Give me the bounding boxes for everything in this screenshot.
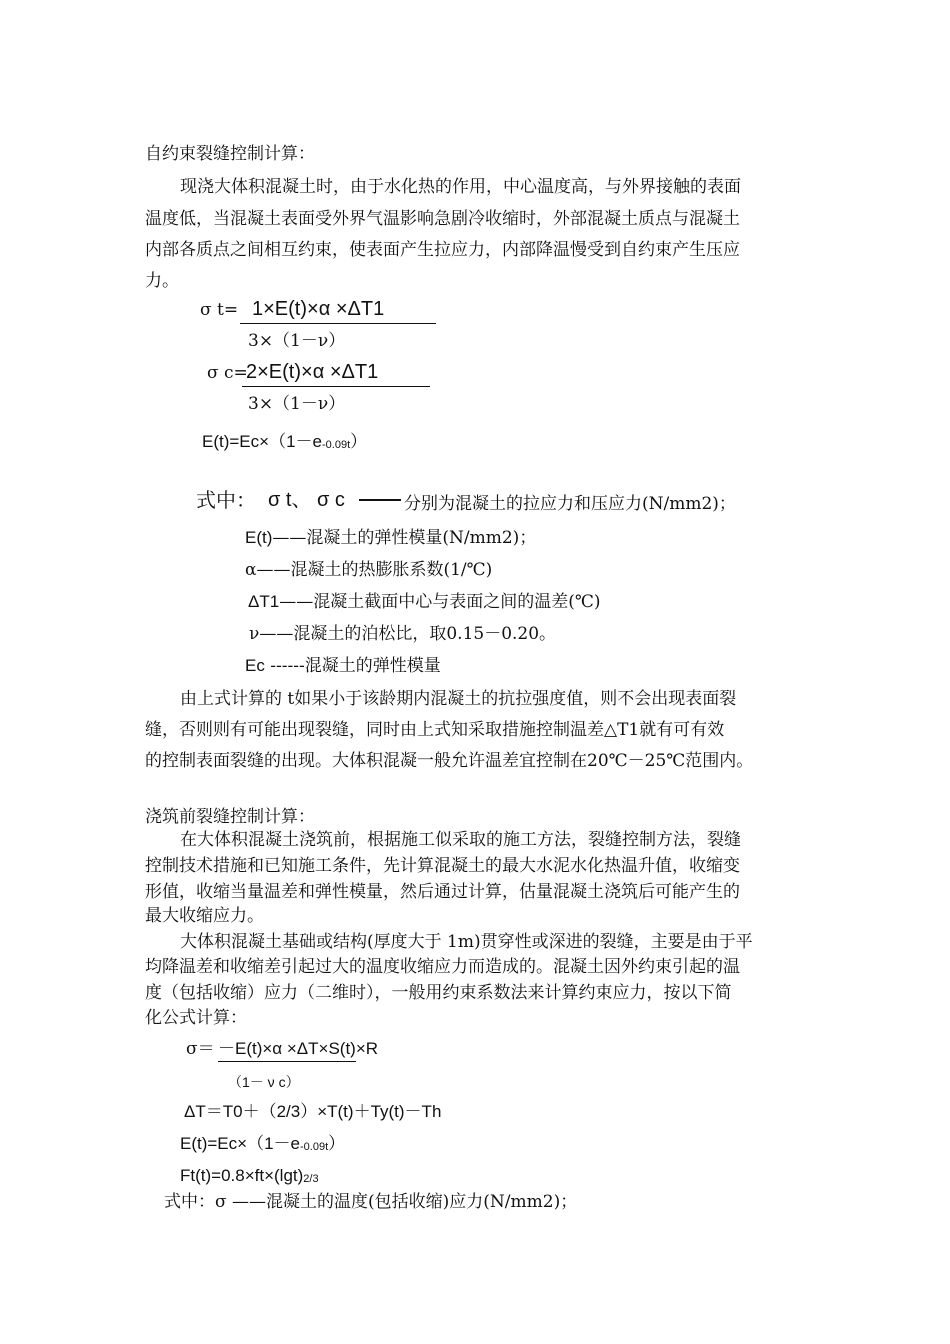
where-symbols: σ t、 σ c: [268, 489, 345, 511]
formula6-main: E(t)=Ec×（1－e: [180, 1134, 300, 1153]
formula3-exponent: -0.09t: [322, 439, 351, 451]
def-symbol: α: [245, 560, 257, 580]
para-line: 均降温差和收缩差引起过大的温度收缩应力而造成的。混凝土因外约束引起的温: [145, 957, 740, 977]
para-line: 内部各质点之间相互约束，使表面产生拉应力，内部降温慢受到自约束产生压应: [145, 240, 740, 260]
para-line: 最大收缩应力。: [145, 906, 264, 926]
formula6-exponent: -0.09t: [300, 1141, 329, 1153]
section2-heading: 浇筑前裂缝控制计算：: [145, 807, 315, 827]
def-symbol: ν: [249, 624, 260, 644]
def-text: 混凝土的热膨胀系数(1/℃): [290, 560, 493, 580]
formula7: [180, 1166, 319, 1189]
formula6-close: ）: [328, 1134, 346, 1153]
def-line: [248, 592, 600, 612]
para-line: 力。: [145, 271, 179, 291]
formula4-numerator: －E(t)×α ×ΔT×S(t)×R: [218, 1039, 379, 1058]
def-symbol: E(t): [245, 528, 273, 547]
formula3: [202, 432, 367, 455]
para-line: 大体积混凝土基础或结构(厚度大于 1m)贯穿性或深进的裂缝，主要是由于平: [180, 932, 753, 952]
para-line: 度（包括收缩）应力（二维时），一般用约束系数法来计算约束应力，按以下简: [145, 983, 732, 1003]
def-line: [245, 528, 536, 548]
where-dash: [359, 499, 401, 501]
para-line: 控制技术措施和已知施工条件，先计算混凝土的最大水泥水化热温升值，收缩变: [145, 856, 740, 876]
def-text: 混凝土的弹性模量(N/mm2)；: [306, 528, 537, 548]
def-line: [245, 560, 492, 580]
formula3-close: ）: [350, 432, 368, 451]
formula1-numerator: 1×E(t)×α ×ΔT1: [252, 298, 385, 320]
def-symbol: Ec: [245, 656, 265, 675]
para-line: 在大体积混凝土浇筑前，根据施工似采取的施工方法，裂缝控制方法，裂缝: [180, 830, 741, 850]
where-intro: 式中：: [196, 488, 256, 512]
formula2-lhs: σ c=: [207, 363, 248, 383]
conclusion-line: 的控制表面裂缝的出现。大体积混凝一般允许温差宜控制在20℃－25℃范围内。: [145, 751, 754, 771]
conclusion-line: 缝，否则则有可能出现裂缝，同时由上式知采取措施控制温差△T1就有可有效: [145, 720, 725, 740]
formula5: ΔT＝T0＋（2/3）×T(t)＋Ty(t)－Th: [184, 1102, 442, 1121]
def-dash: ——: [279, 592, 314, 612]
where-first: 分别为混凝土的拉应力和压应力(N/mm2)；: [404, 494, 736, 514]
def-line: [245, 656, 441, 676]
formula4-lhs: σ＝: [186, 1039, 215, 1059]
formula4-fraction-bar: [218, 1061, 356, 1062]
def-symbol: ΔT1: [248, 592, 280, 611]
def-text: 混凝土的弹性模量: [304, 656, 441, 676]
formula1-fraction-bar: [240, 323, 436, 324]
def-text: 混凝土的泊松比，取0.15－0.20。: [293, 624, 557, 644]
formula2-denominator: 3×（1－ν）: [248, 394, 346, 414]
def-dash: ——: [259, 624, 294, 644]
formula1-denominator: 3×（1－ν）: [248, 331, 346, 351]
where-last: 式中：σ ——混凝土的温度(包括收缩)应力(N/mm2)；: [164, 1192, 578, 1212]
def-dash: ------: [264, 656, 305, 676]
para-line: 化公式计算：: [145, 1008, 247, 1028]
para-line: 现浇大体积混凝土时，由于水化热的作用，中心温度高，与外界接触的表面: [180, 177, 741, 197]
section1-heading: 自约束裂缝控制计算：: [145, 144, 315, 164]
formula1-lhs: σ t=: [200, 300, 239, 320]
conclusion-line: 由上式计算的 t如果小于该龄期内混凝土的抗拉强度值，则不会出现表面裂: [180, 689, 737, 709]
formula7-exponent: 2/3: [303, 1173, 319, 1185]
formula4-denominator: （1－ ν c）: [228, 1074, 300, 1090]
def-text: 混凝土截面中心与表面之间的温差(℃): [313, 592, 601, 612]
formula7-main: Ft(t)=0.8×ft×(lgt): [180, 1166, 304, 1185]
formula2-fraction-bar: [242, 386, 430, 387]
para-line: 形值，收缩当量温差和弹性模量，然后通过计算，估量混凝土浇筑后可能产生的: [145, 882, 740, 902]
para-line: 温度低，当混凝土表面受外界气温影响急剧冷收缩时，外部混凝土质点与混凝土: [145, 209, 740, 229]
def-dash: ——: [272, 528, 307, 548]
def-line: [249, 624, 556, 644]
formula3-main: E(t)=Ec×（1－e: [202, 432, 322, 451]
formula6: [180, 1134, 345, 1157]
formula2-numerator: 2×E(t)×α ×ΔT1: [246, 361, 379, 383]
def-dash: ——: [256, 560, 291, 580]
